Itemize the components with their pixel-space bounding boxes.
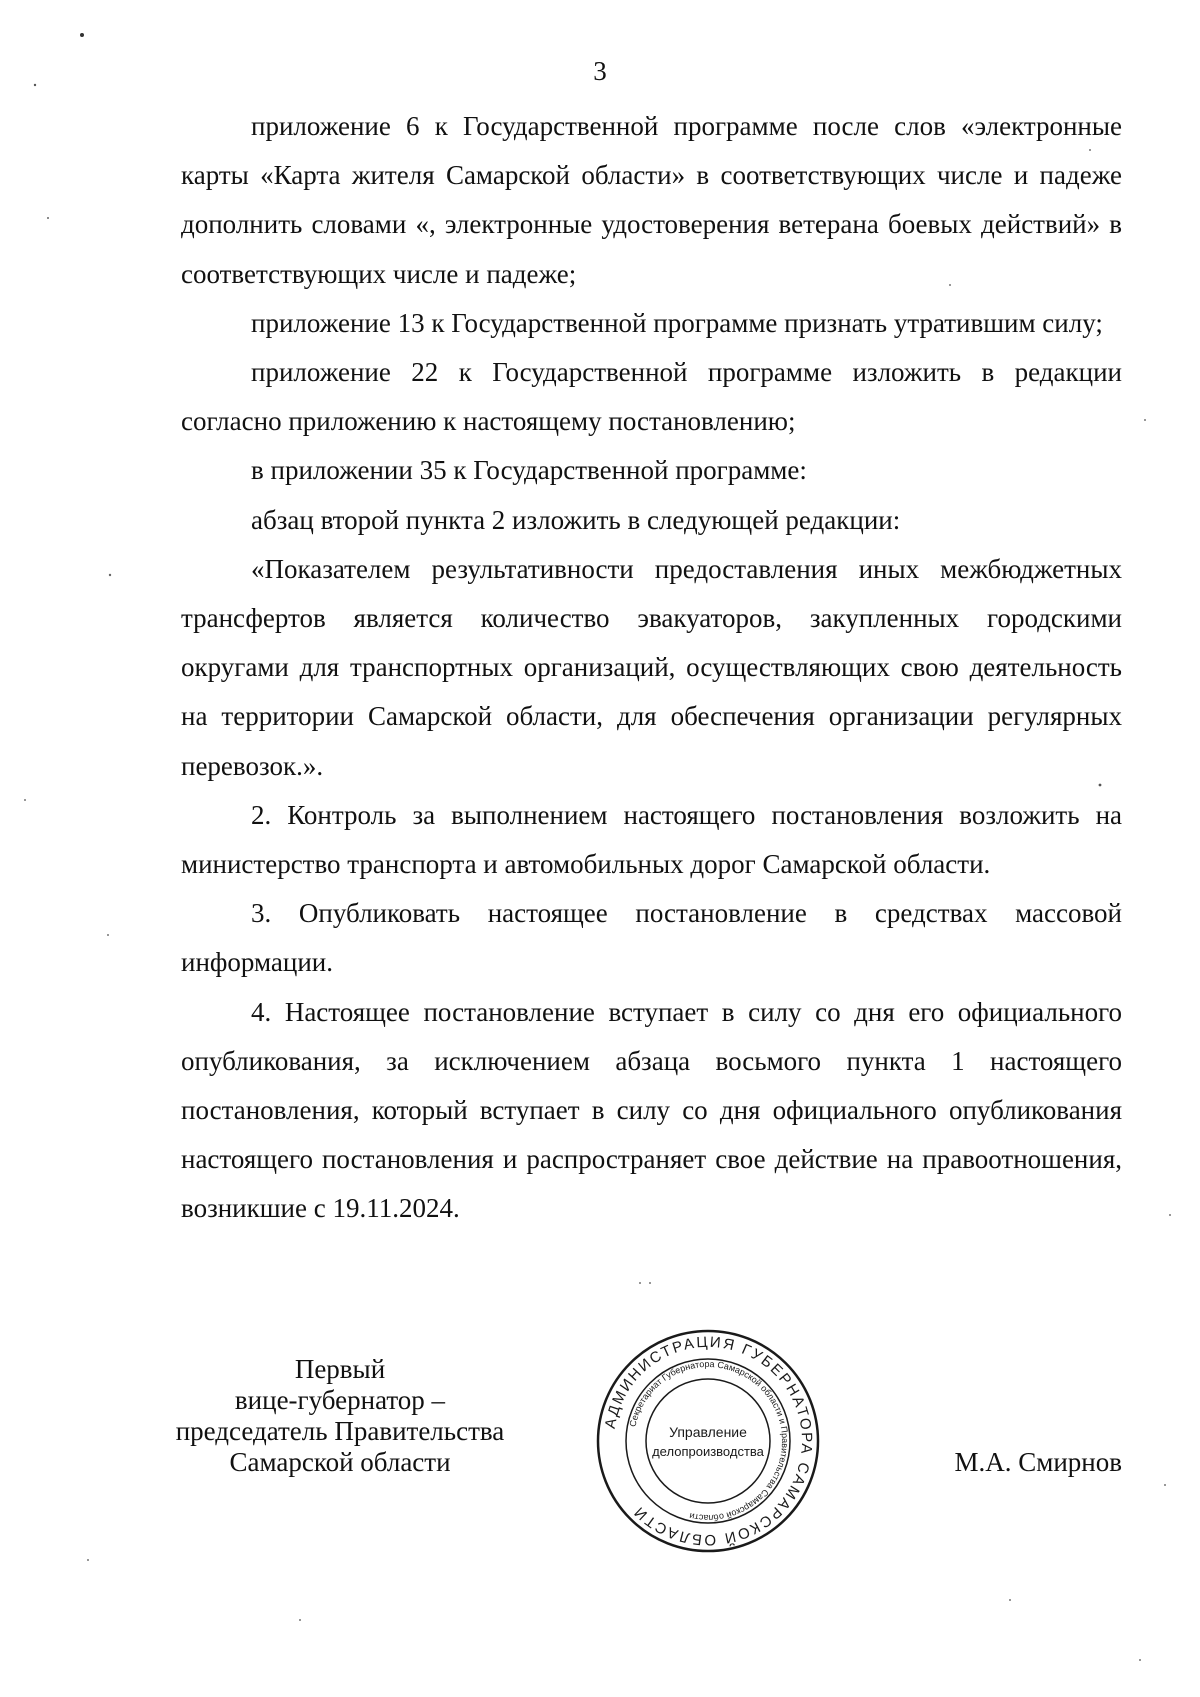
official-seal-stamp	[593, 1326, 823, 1556]
seal-inner-ring	[646, 1379, 770, 1503]
paragraph-abzac-2: абзац второй пункта 2 изложить в следующей редакции:	[251, 504, 901, 535]
paragraph-item-2-control: 2. Контроль за выполнением настоящего постановления возложить на министерство транспорта и автомобильных дорог Самарской области.	[181, 799, 1122, 880]
seal-outer-text: АДМИНИСТРАЦИЯ ГУБЕРНАТОРА САМАРСКОЙ ОБЛАСТИ	[601, 1333, 816, 1549]
page-number: 3	[593, 56, 607, 86]
paragraph-indicator-quote: «Показателем результативности предоставления иных межбюджетных трансфертов является количество эвакуаторов, закупленных городскими округами для транспортных организаций, осуществляющих свою деятельность на территории Самарской области, для обеспечения организации регулярных перевозок.».	[181, 553, 1122, 781]
position-line-3: председатель Правительства	[175, 1416, 505, 1446]
signatory-position	[150, 1354, 530, 1478]
paragraph-appendix-35: в приложении 35 к Государственной программе:	[251, 455, 807, 486]
signatory-name: М.А. Смирнов	[954, 1447, 1122, 1477]
position-line-4: Самарской области	[229, 1447, 451, 1477]
paragraph-appendix-6: приложение 6 к Государственной программе после слов «электронные карты «Карта жителя Самарской области» в соответствующих числе и падеже дополнить словами «, электронные удостоверения ветерана боевых действий» в соответствующих числе и падеже;	[181, 111, 1122, 289]
position-line-1: Первый	[294, 1354, 386, 1384]
paragraph-item-4-effect: 4. Настоящее постановление вступает в силу со дня его официального опубликования, за исключением абзаца восьмого пункта 1 настоящего постановления, который вступает в силу со дня официального опубликования настоящего постановления и распространяет свое действие на правоотношения, возникшие с 19.11.2024.	[181, 996, 1122, 1224]
seal-middle-ring	[626, 1359, 790, 1523]
position-line-2: вице-губернатор –	[234, 1385, 446, 1415]
seal-center-line-1: Управление	[669, 1424, 747, 1440]
paragraph-appendix-22: приложение 22 к Государственной программе изложить в редакции согласно приложению к настоящему постановлению;	[181, 357, 1122, 437]
seal-inner-ring-text: Секретариат Губернатора Самарской области и Правительства Самарской области	[627, 1358, 791, 1524]
paragraph-item-3-publish: 3. Опубликовать настоящее постановление в средствах массовой информации.	[181, 898, 1122, 978]
document-body	[181, 102, 1122, 1234]
seal-center-line-2: делопроизводства	[652, 1444, 764, 1459]
paragraph-appendix-13: приложение 13 к Государственной программе признать утратившим силу;	[251, 307, 1103, 338]
